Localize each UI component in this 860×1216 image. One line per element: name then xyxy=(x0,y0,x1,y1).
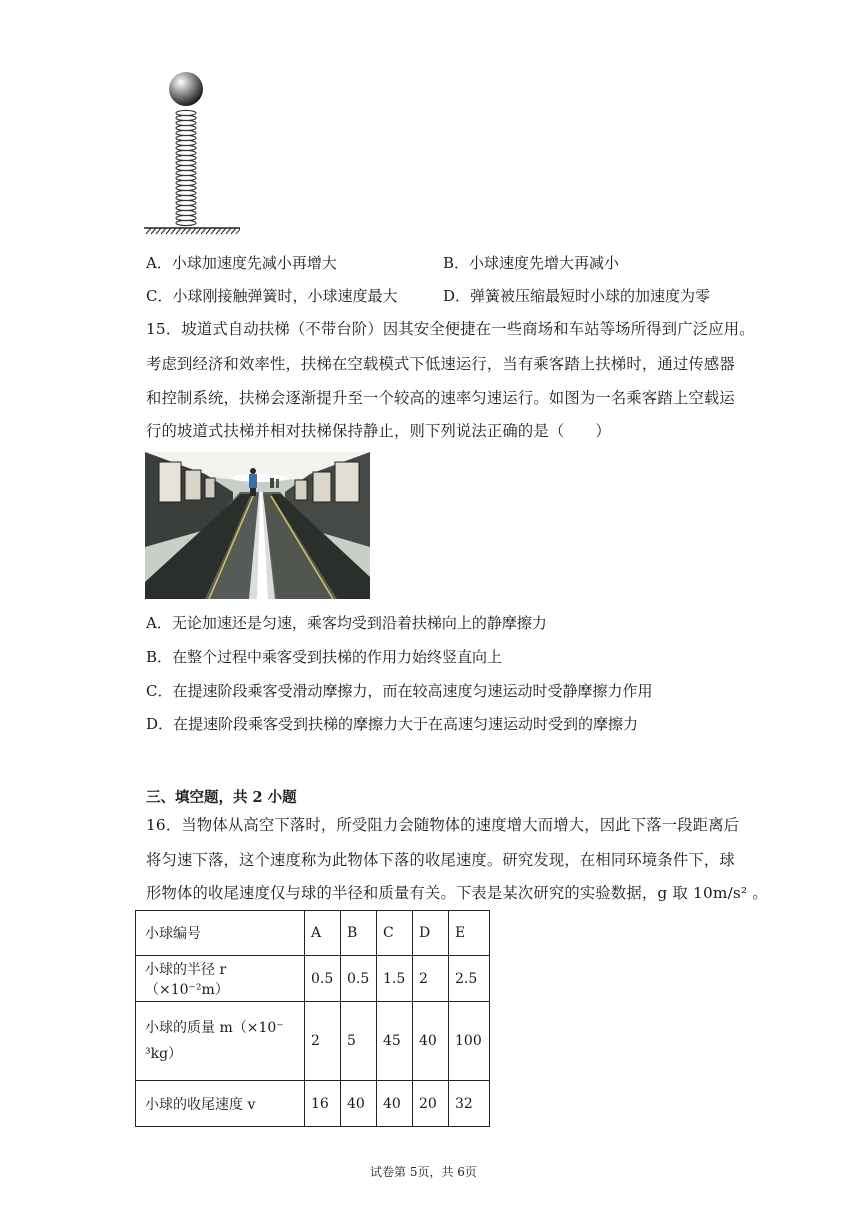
table-cell: 0.5 xyxy=(305,956,341,1002)
table-row xyxy=(136,956,490,1002)
table-cell: C xyxy=(377,911,413,956)
table-cell: D xyxy=(413,911,449,956)
table-cell: A xyxy=(305,911,341,956)
table-cell: 16 xyxy=(305,1081,341,1127)
table-cell: B xyxy=(341,911,377,956)
ball xyxy=(169,72,203,106)
q14-option-c: C．小球刚接触弹簧时，小球速度最大 xyxy=(146,287,398,305)
table-row-label: 小球的半径 r（×10⁻²m） xyxy=(136,956,305,1002)
table-row xyxy=(136,911,490,956)
mass-label-line-2: ³kg） xyxy=(145,1046,183,1062)
q15-stem-line-4: 行的坡道式扶梯并相对扶梯保持静止，则下列说法正确的是（ ） xyxy=(146,422,611,440)
q16-stem-line-1: 16．当物体从高空下落时，所受阻力会随物体的速度增大而增大，因此下落一段距离后 xyxy=(146,816,740,834)
q15-option-b: B．在整个过程中乘客受到扶梯的作用力始终竖直向上 xyxy=(146,648,503,666)
q14-option-a: A．小球加速度先减小再增大 xyxy=(146,254,337,272)
q15-stem-line-1: 15．坡道式自动扶梯（不带台阶）因其安全便捷在一些商场和车站等场所得到广泛应用。 xyxy=(146,320,755,338)
q15-option-c: C．在提速阶段乘客受滑动摩擦力，而在较高速度匀速运动时受静摩擦力作用 xyxy=(146,682,653,700)
table-cell: 32 xyxy=(449,1081,490,1127)
q16-stem-line-2: 将匀速下落，这个速度称为此物体下落的收尾速度。研究发现，在相同环境条件下，球 xyxy=(146,851,735,869)
table-cell: 5 xyxy=(341,1002,377,1081)
q14-option-b: B．小球速度先增大再减小 xyxy=(443,254,620,272)
table-header-label: 小球编号 xyxy=(136,911,305,956)
table-cell: 2 xyxy=(305,1002,341,1081)
section-heading: 三、填空题，共 2 小题 xyxy=(146,789,297,806)
data-table xyxy=(135,910,490,1127)
spring-coil xyxy=(176,110,196,225)
q16-stem-line-3: 形物体的收尾速度仅与球的半径和质量有关。下表是某次研究的实验数据，g 取 10m/s² 。 xyxy=(146,884,768,902)
escalator-photo xyxy=(145,452,370,599)
table-cell: 2 xyxy=(413,956,449,1002)
table-cell: 100 xyxy=(449,1002,490,1081)
table-cell: 45 xyxy=(377,1002,413,1081)
table-cell: 1.5 xyxy=(377,956,413,1002)
table-cell: 2.5 xyxy=(449,956,490,1002)
table-cell: 20 xyxy=(413,1081,449,1127)
table-row xyxy=(136,1081,490,1127)
ball-spring-figure xyxy=(140,68,240,238)
table-row xyxy=(136,1002,490,1081)
table-row-label: 小球的收尾速度 v xyxy=(136,1081,305,1127)
mass-label-line-1: 小球的质量 m（×10⁻ xyxy=(145,1020,284,1036)
table-cell: 40 xyxy=(377,1081,413,1127)
table-cell: 40 xyxy=(341,1081,377,1127)
table-row-label xyxy=(136,1002,305,1081)
q15-option-d: D．在提速阶段乘客受到扶梯的摩擦力大于在高速匀速运动时受到的摩擦力 xyxy=(146,715,639,733)
table-cell: 40 xyxy=(413,1002,449,1081)
q15-option-a: A．无论加速还是匀速，乘客均受到沿着扶梯向上的静摩擦力 xyxy=(146,614,547,632)
page-footer: 试卷第 5页，共 6页 xyxy=(370,1165,477,1179)
q15-stem-line-2: 考虑到经济和效率性，扶梯在空载模式下低速运行，当有乘客踏上扶梯时，通过传感器 xyxy=(146,355,735,373)
q15-stem-line-3: 和控制系统，扶梯会逐渐提升至一个较高的速率匀速运行。如图为一名乘客踏上空载运 xyxy=(146,389,735,407)
ground xyxy=(144,228,240,234)
q14-option-d: D．弹簧被压缩最短时小球的加速度为零 xyxy=(443,287,711,305)
table-cell: 0.5 xyxy=(341,956,377,1002)
table-cell: E xyxy=(449,911,490,956)
